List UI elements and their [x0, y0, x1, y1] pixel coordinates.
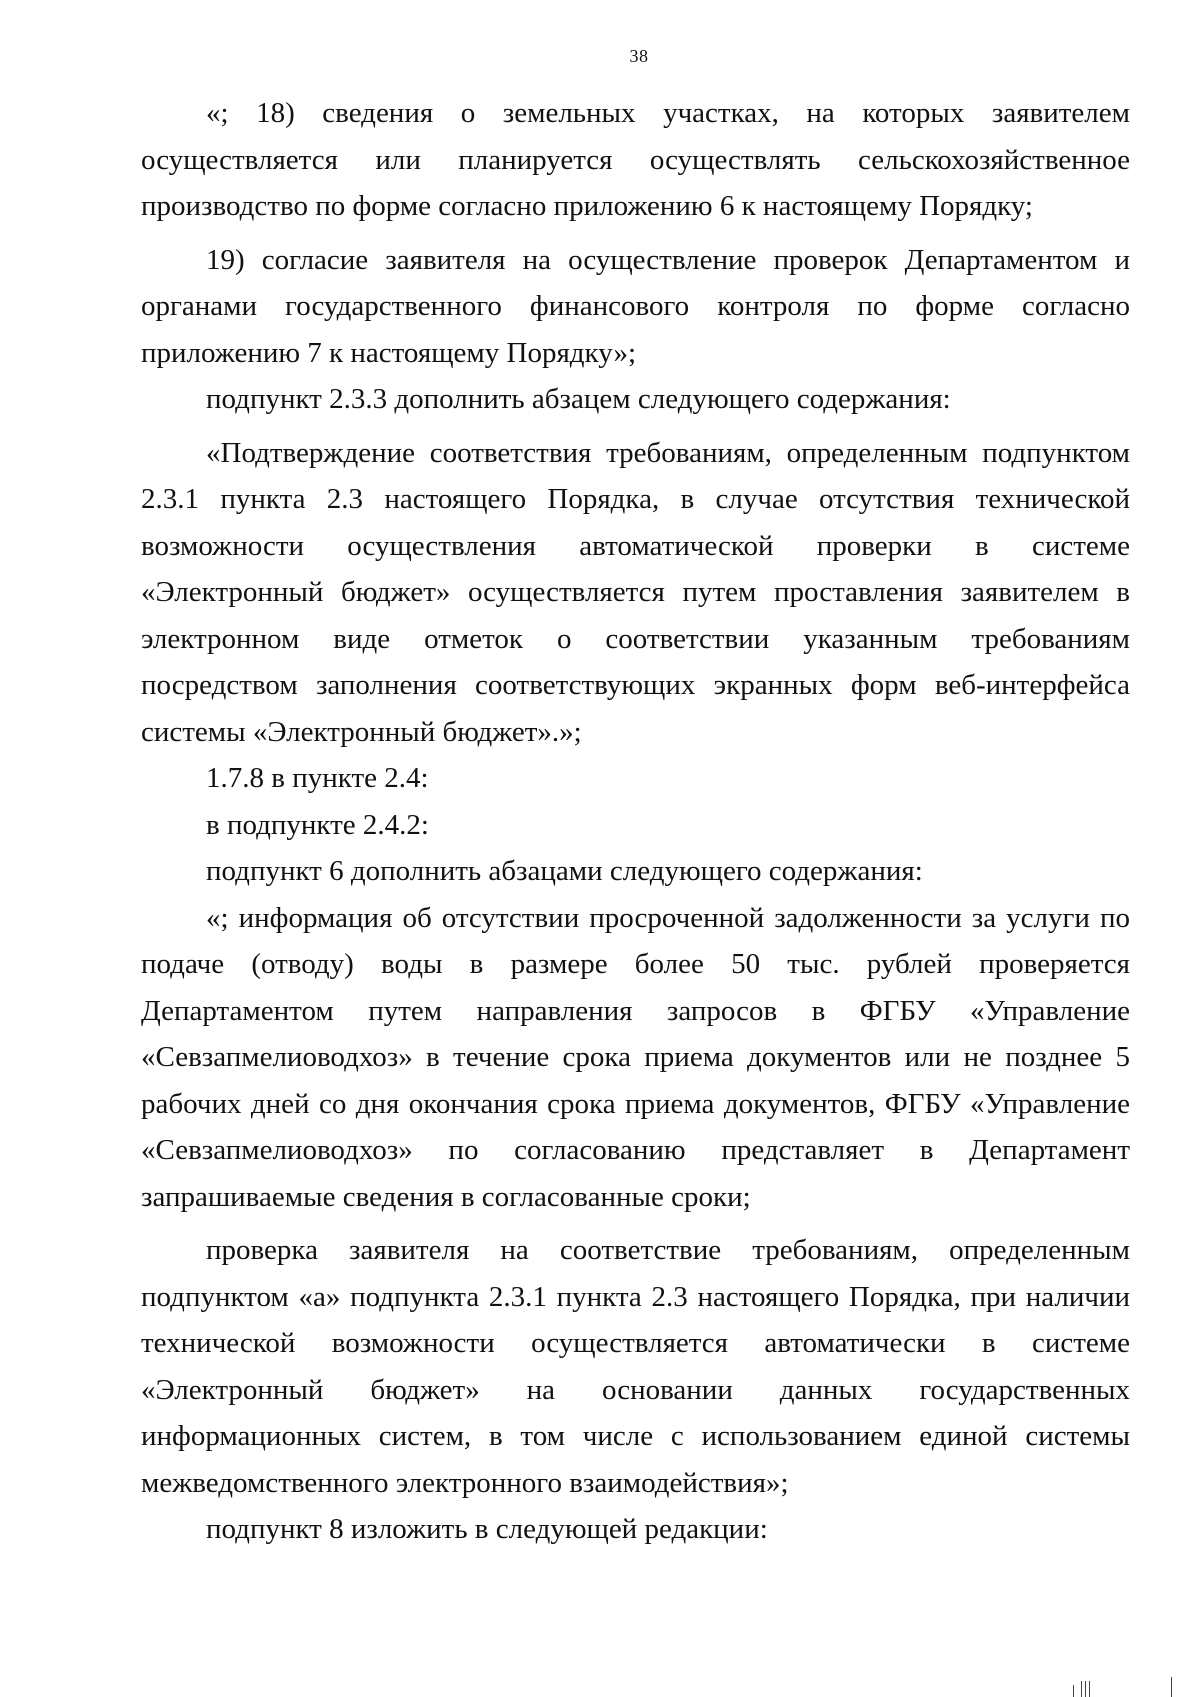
scan-artifact-mark	[1085, 1681, 1086, 1697]
paragraph-subpoint-2-3-3: подпункт 2.3.3 дополнить абзацем следующего содержания:	[206, 383, 951, 415]
scan-artifact-mark	[1081, 1681, 1082, 1697]
page-number: 38	[629, 46, 649, 66]
paragraph-item-19: 19) согласие заявителя на осуществление проверок Департаментом и органами государственного финансового контроля по форме согласно приложению 7 к настоящему Порядку»;	[141, 243, 1130, 369]
scan-artifact-mark	[1073, 1685, 1074, 1697]
paragraph-subpoint-8: подпункт 8 изложить в следующей редакции:	[206, 1513, 768, 1545]
paragraph-debt-info: «; информация об отсутствии просроченной задолженности за услуги по подаче (отводу) воды в размере более 50 тыс. рублей проверяется Департаментом путем направления запросов в ФГБУ «Управление «Севзапмелиоводхоз» в течение срока приема документов или не позднее 5 рабочих дней со дня окончания срока приема документов, ФГБУ «Управление «Севзапмелиоводхоз» по согласованию представляет в Департамент запрашиваемые сведения в согласованные сроки;	[141, 901, 1130, 1213]
paragraph-confirmation: «Подтверждение соответствия требованиям, определенным подпунктом 2.3.1 пункта 2.3 настоящего Порядка, в случае отсутствия технической возможности осуществления автоматической проверки в системе «Электронный бюджет» осуществляется путем проставления заявителем в электронном виде отметок о соответствии указанным требованиям посредством заполнения соответствующих экранных форм веб-интерфейса системы «Электронный бюджет».»;	[141, 436, 1130, 748]
paragraph-applicant-check: проверка заявителя на соответствие требованиям, определенным подпунктом «а» подпункта 2.3.1 пункта 2.3 настоящего Порядка, при наличии технической возможности осуществляется автоматически в системе «Электронный бюджет» на основании данных государственных информационных систем, в том числе с использованием единой системы межведомственного электронного взаимодействия»;	[141, 1234, 1130, 1499]
scan-artifact-mark	[1089, 1681, 1090, 1697]
paragraph-item-18: «; 18) сведения о земельных участках, на которых заявителем осуществляется или планируется осуществлять сельскохозяйственное производство по форме согласно приложению 6 к настоящему Порядку;	[141, 97, 1130, 222]
paragraph-subpoint-2-4-2: в подпункте 2.4.2:	[206, 808, 429, 841]
document-body	[141, 90, 1130, 1553]
scan-artifact-mark	[1171, 1677, 1172, 1697]
paragraph-1-7-8: 1.7.8 в пункте 2.4:	[206, 762, 429, 794]
paragraph-subpoint-6: подпункт 6 дополнить абзацами следующего содержания:	[206, 855, 923, 887]
